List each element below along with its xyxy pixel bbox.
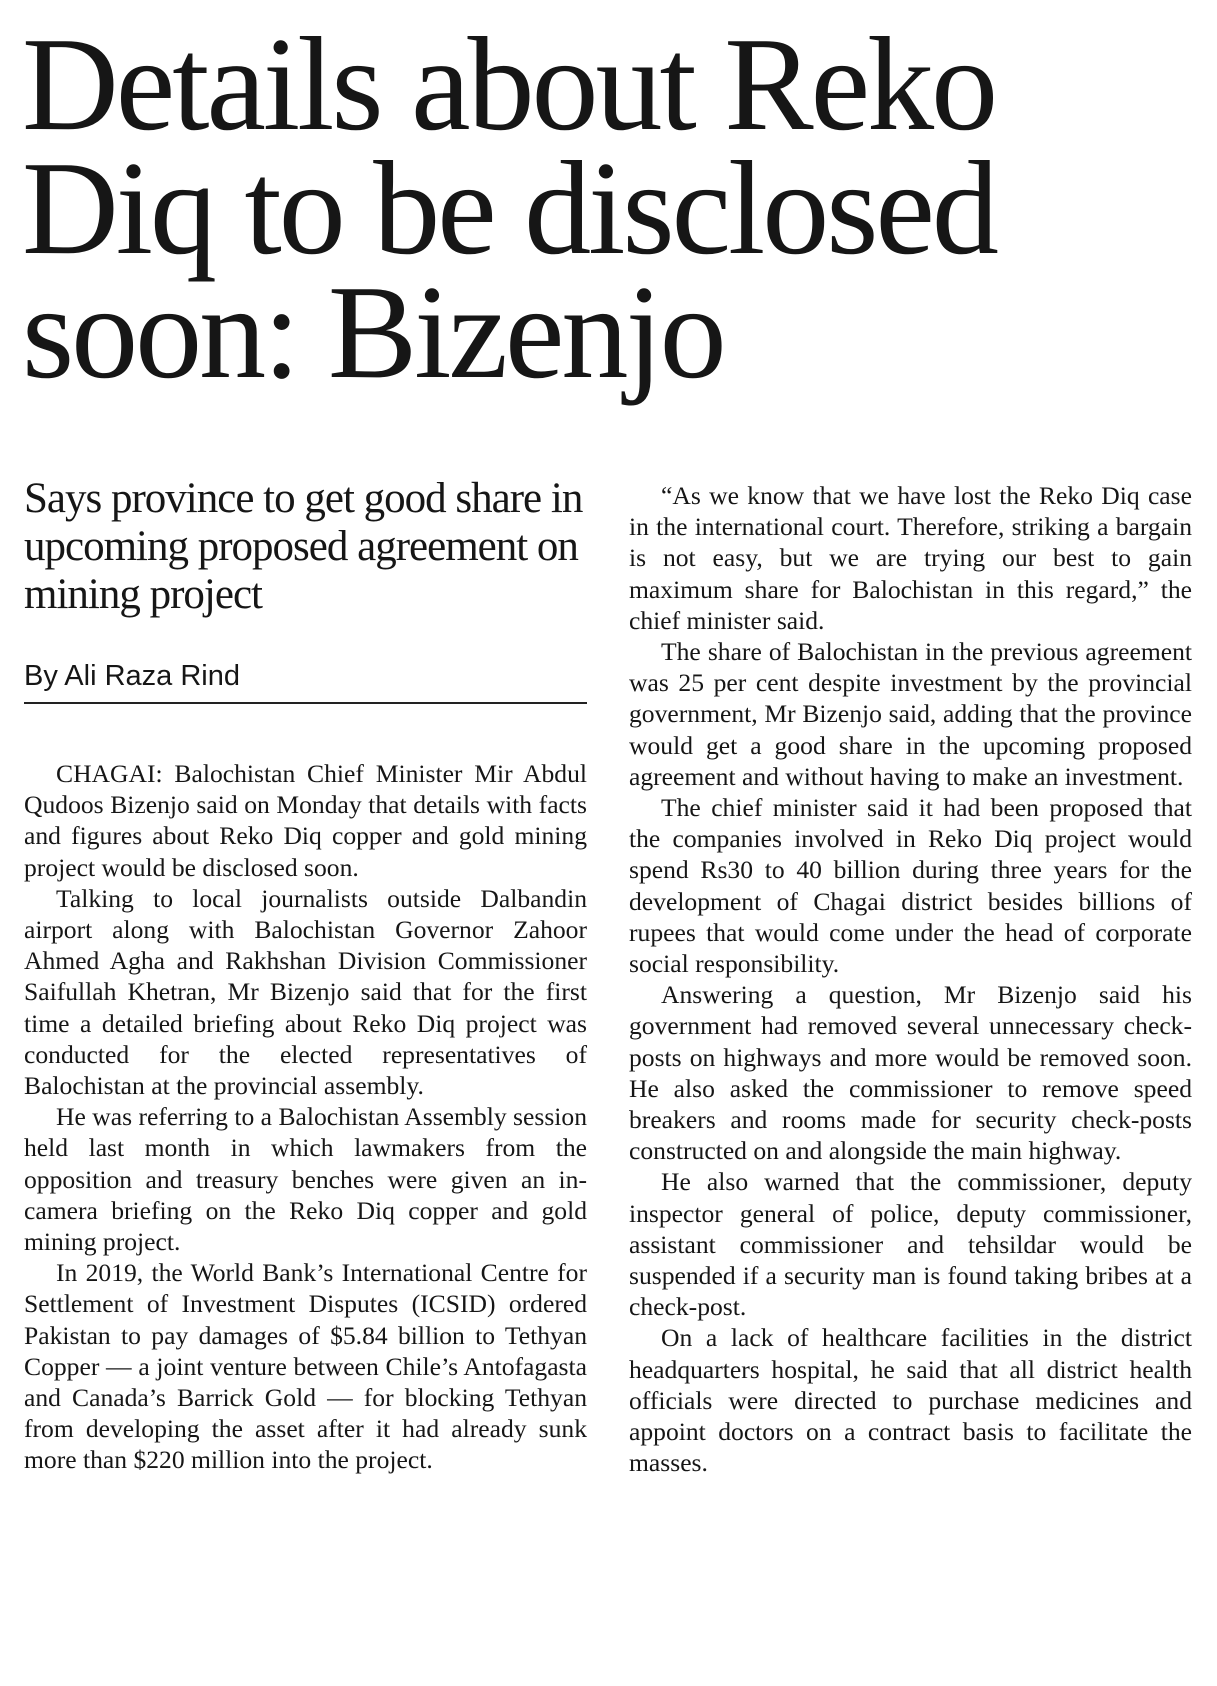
paragraph: Answering a question, Mr Bizenjo said his government had removed several unnecessary check-posts on highways and more would be removed soon. He also asked the commissioner to remove speed breakers and rooms made for security check-posts constructed on and alongside the main highway. [629, 980, 1192, 1166]
paragraph: On a lack of healthcare facilities in the district headquarters hospital, he said that all district health officials were directed to purchase medicines and appoint doctors on a contract basis to facilitate the masses. [629, 1323, 1192, 1478]
paragraph: CHAGAI: Balochistan Chief Minister Mir Abdul Qudoos Bizenjo said on Monday that details with facts and figures about Reko Diq copper and gold mining project would be disclosed soon. [24, 759, 587, 882]
headline: Details about Reko Diq to be disclosed soon: Bizenjo [22, 10, 996, 406]
paragraph: The share of Balochistan in the previous agreement was 25 per cent despite investment by the provincial government, Mr Bizenjo said, adding that the province would get a good share in the upcoming proposed agreement and without having to make an investment. [629, 637, 1192, 791]
byline-rule [24, 702, 587, 704]
byline: By Ali Raza Rind [24, 660, 240, 692]
paragraph: In 2019, the World Bank’s International Centre for Settlement of Investment Disputes (ICSID) ordered Pakistan to pay damages of $5.84 billion to Tethyan Copper — a joint venture between Chile’s Antofagasta and Canada’s Barrick Gold — for blocking Tethyan from developing the asset after it had already sunk more than $220 million into the project. [24, 1258, 587, 1475]
subheadline: Says province to get good share in upcoming proposed agreement on mining project [24, 475, 583, 618]
paragraph: He was referring to a Balochistan Assembly session held last month in which lawmakers from the opposition and treasury benches were given an in-camera briefing on the Reko Diq copper and gold mining project. [24, 1102, 587, 1257]
right-column [629, 480, 1192, 1479]
paragraph: “As we know that we have lost the Reko Diq case in the international court. Therefore, striking a bargain is not easy, but we are trying our best to gain maximum share for Balochistan in this regard,” the chief minister said. [629, 481, 1192, 635]
paragraph: Talking to local journalists outside Dalbandin airport along with Balochistan Governor Zahoor Ahmed Agha and Rakhshan Division Commissioner Saifullah Khetran, Mr Bizenjo said that for the first time a detailed briefing about Reko Diq project was conducted for the elected representatives of Balochistan at the provincial assembly. [24, 883, 587, 1101]
paragraph: He also warned that the commissioner, deputy inspector general of police, deputy commissioner, assistant commissioner and tehsildar would be suspended if a security man is found taking bribes at a check-post. [629, 1167, 1192, 1322]
paragraph: The chief minister said it had been proposed that the companies involved in Reko Diq project would spend Rs30 to 40 billion during three years for the development of Chagai district besides billions of rupees that would come under the head of corporate social responsibility. [629, 793, 1192, 979]
left-column [24, 758, 587, 1476]
